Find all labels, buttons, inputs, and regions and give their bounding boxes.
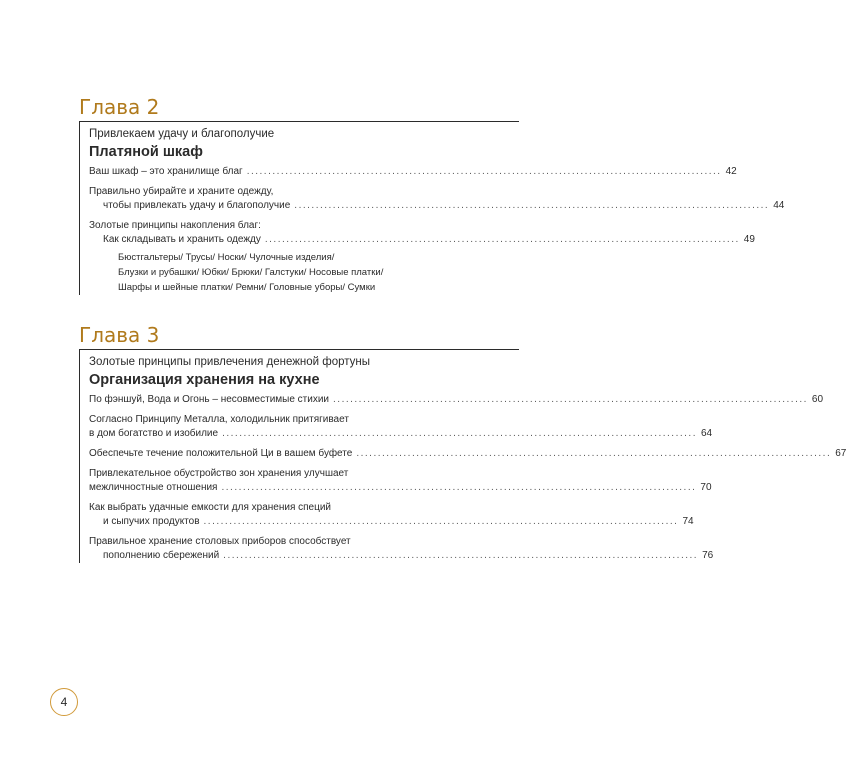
toc-entry-text: пополнению сбережений	[103, 550, 220, 561]
chapter-3-section	[79, 323, 846, 563]
toc-entry-text: Правильное хранение столовых приборов способствует	[89, 536, 351, 547]
dot-leader: ...............................................................................................................	[294, 200, 770, 211]
dot-leader: ...............................................................................................................	[356, 448, 832, 459]
dot-leader: ...............................................................................................................	[333, 394, 808, 405]
dot-leader: ...............................................................................................................	[222, 428, 697, 439]
toc-entry-text: По фэншуй, Вода и Огонь – несовместимые стихии	[89, 394, 330, 405]
toc-entry[interactable]	[89, 467, 712, 495]
chapter-body	[79, 349, 846, 563]
toc-entry-text: Привлекательное обустройство зон хранения улучшает	[89, 468, 349, 479]
dot-leader: ...............................................................................................................	[264, 234, 740, 245]
toc-entry-text: Согласно Принципу Металла, холодильник притягивает	[89, 414, 349, 425]
dot-leader: ...............................................................................................................	[203, 516, 679, 527]
dot-leader: ...............................................................................................................	[246, 166, 722, 177]
dot-leader: ...............................................................................................................	[221, 482, 697, 493]
dot-leader: ...............................................................................................................	[223, 550, 699, 561]
toc-page-number: 76	[702, 550, 714, 561]
chapter-2-section	[79, 95, 785, 295]
toc-entry-text: межличностные отношения	[89, 482, 218, 493]
toc-entry-text: в дом богатство и изобилие	[89, 428, 219, 439]
sublist-item: Шарфы и шейные платки/ Ремни/ Головные уборы/ Сумки	[118, 282, 376, 293]
page-number: 4	[60, 695, 68, 709]
chapter-heading: Глава 2	[79, 95, 160, 119]
toc-list	[89, 165, 785, 295]
sublist-item: Блузки и рубашки/ Юбки/ Брюки/ Галстуки/ Носовые платки/	[118, 267, 384, 278]
toc-page-number: 67	[835, 448, 846, 459]
toc-entry-text: Правильно убирайте и храните одежду,	[89, 186, 274, 197]
sublist-item: Бюстгальтеры/ Трусы/ Носки/ Чулочные изделия/	[118, 252, 335, 263]
toc-entry[interactable]	[89, 535, 714, 563]
toc-entry[interactable]	[89, 413, 713, 441]
toc-entry[interactable]	[89, 393, 824, 407]
page-number-badge	[50, 688, 78, 716]
toc-entry[interactable]	[89, 185, 785, 213]
toc-page-number: 42	[725, 166, 737, 177]
chapter-body	[79, 121, 785, 295]
chapter-heading: Глава 3	[79, 323, 160, 347]
toc-page-number: 64	[700, 428, 713, 439]
toc-page-number: 70	[700, 482, 712, 493]
toc-entry-text: Золотые принципы накопления благ:	[89, 220, 261, 231]
toc-entry[interactable]	[89, 219, 755, 295]
toc-list	[89, 393, 846, 563]
toc-entry-text: Обеспечьте течение положительной Ци в вашем буфете	[89, 448, 353, 459]
toc-page-number: 44	[773, 200, 785, 211]
toc-entry-text: Как складывать и хранить одежду	[103, 234, 261, 245]
toc-entry-text: Как выбрать удачные емкости для хранения специй	[89, 502, 332, 513]
toc-entry-text: Ваш шкаф – это хранилище благ	[89, 166, 243, 177]
toc-entry-text: и сыпучих продуктов	[103, 516, 200, 527]
chapter-subtitle: Золотые принципы привлечения денежной фортуны	[89, 356, 371, 368]
chapter-title: Платяной шкаф	[89, 144, 203, 160]
toc-entry-text: чтобы привлекать удачу и благополучие	[103, 200, 291, 211]
chapter-title: Организация хранения на кухне	[89, 372, 320, 388]
toc-entry[interactable]	[89, 447, 846, 461]
toc-page-number: 49	[743, 234, 755, 245]
toc-entry[interactable]	[89, 501, 694, 529]
chapter-subtitle: Привлекаем удачу и благополучие	[89, 128, 275, 140]
clothing-sublist	[89, 251, 519, 295]
toc-page-number: 60	[811, 394, 824, 405]
toc-page-number: 74	[682, 516, 694, 527]
toc-entry[interactable]	[89, 165, 737, 179]
